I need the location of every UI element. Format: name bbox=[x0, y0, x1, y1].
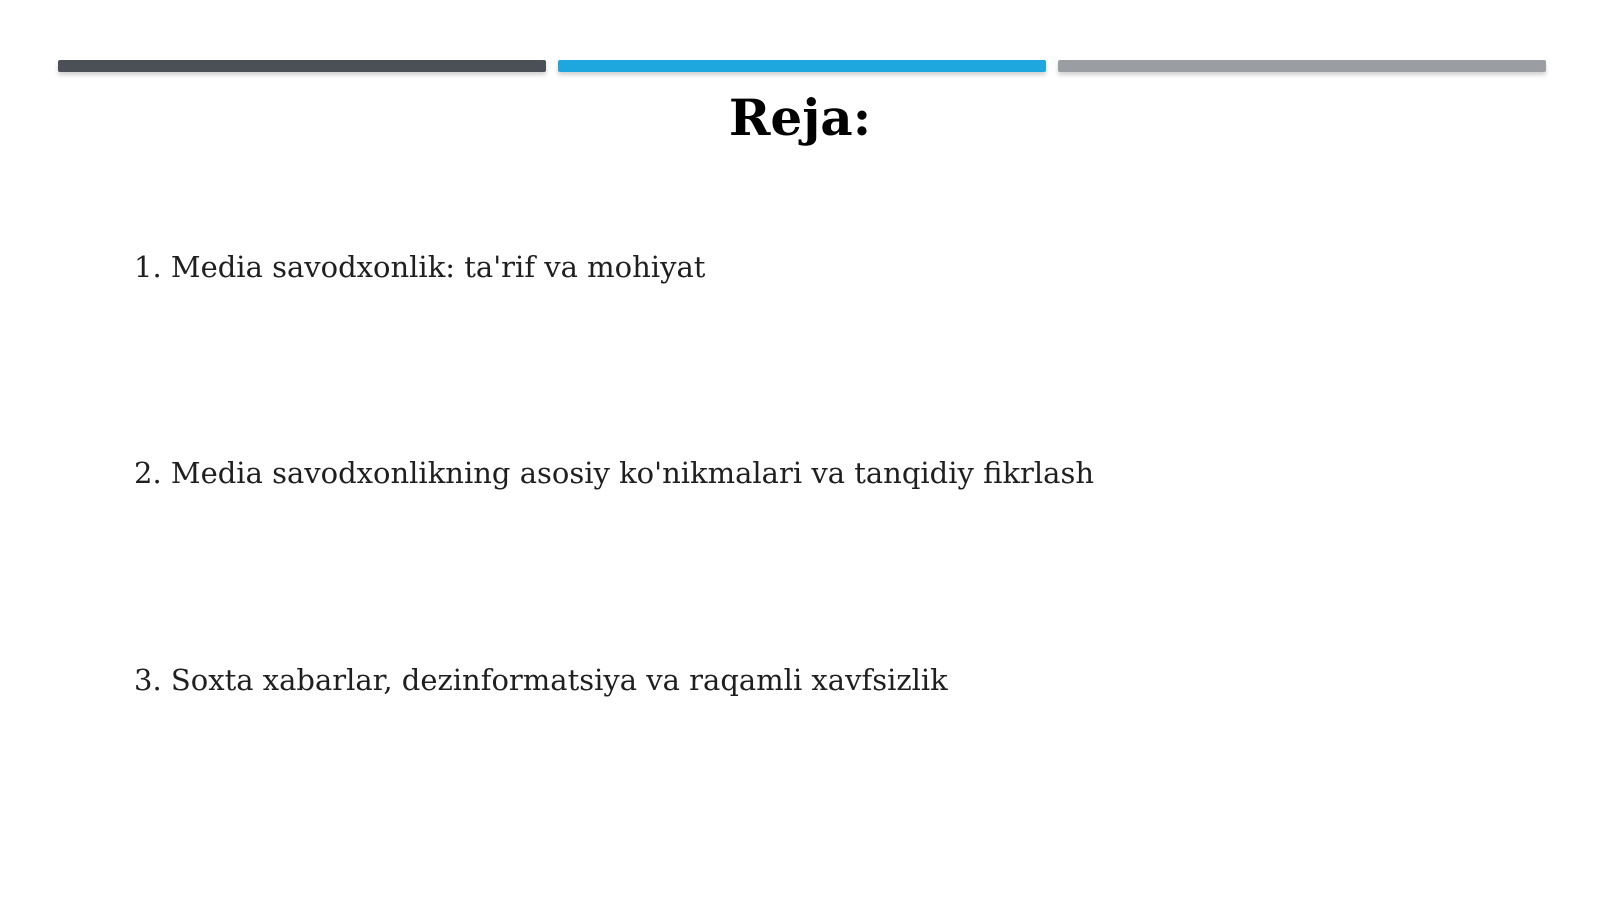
accent-bar-dark bbox=[58, 60, 546, 72]
accent-bar-gray bbox=[1058, 60, 1546, 72]
plan-item-3: 3. Soxta xabarlar, dezinformatsiya va raqamli xavfsizlik bbox=[134, 663, 948, 697]
slide-title: Reja: bbox=[728, 88, 872, 147]
accent-bar-blue bbox=[558, 60, 1046, 72]
plan-item-1: 1. Media savodxonlik: ta'rif va mohiyat bbox=[134, 250, 706, 284]
plan-item-2: 2. Media savodxonlikning asosiy ko'nikmalari va tanqidiy fikrlash bbox=[134, 456, 1095, 490]
